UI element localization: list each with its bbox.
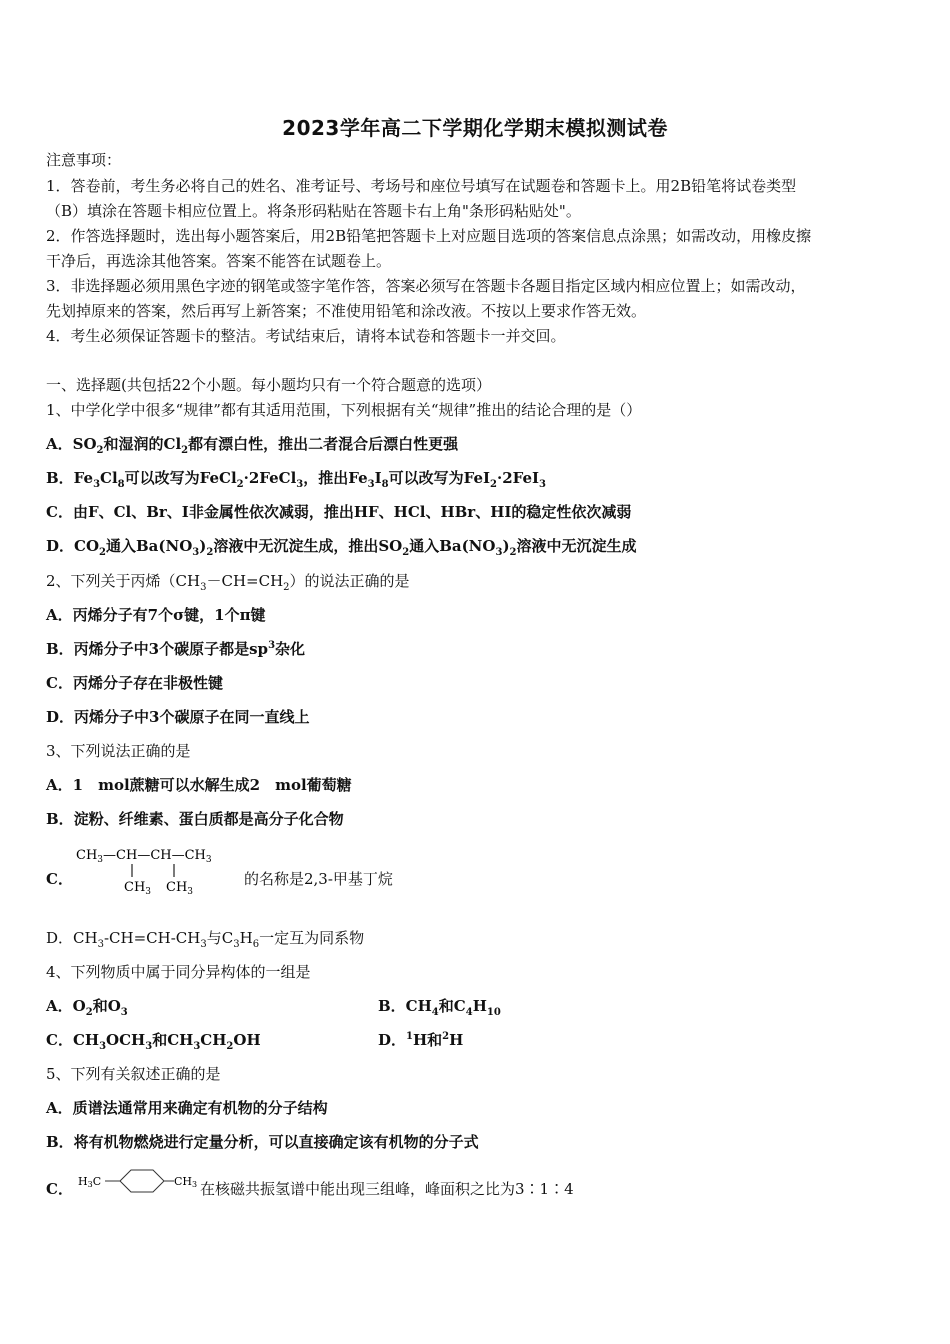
- branch-methyl-1: $CH_3$: [124, 880, 152, 896]
- question-5-option-a: A．质谱法通常用来确定有机物的分子结构: [46, 1099, 328, 1117]
- question-1-option-c: C．由F、Cl、Br、I非金属性依次减弱，推出HF、HCl、HBr、HI的稳定性依次减弱: [46, 503, 632, 521]
- formula-left-methyl: H3C: [78, 1175, 102, 1189]
- question-2-stem: 2、下列关于丙烯$(CH_3-CH=CH_2)$的说法正确的是: [46, 572, 410, 593]
- question-2-option-c: C．丙烯分子存在非极性键: [46, 674, 223, 692]
- notice-line: 4．考生必须保证答题卡的整洁。考试结束后，请将本试卷和答题卡一并交回。: [46, 327, 566, 345]
- question-5-stem: 5、下列有关叙述正确的是: [46, 1065, 221, 1083]
- question-3-stem: 3、下列说法正确的是: [46, 742, 191, 760]
- notice-line: （B）填涂在答题卡相应位置上。将条形码粘贴在答题卡右上角"条形码粘贴处"。: [46, 202, 581, 220]
- cyclohexane-ring: [120, 1170, 164, 1192]
- question-3-option-b: B．淀粉、纤维素、蛋白质都是高分子化合物: [46, 810, 344, 828]
- question-3-option-c-text: 的名称是2,3-甲基丁烷: [244, 870, 393, 888]
- section-heading: 一、选择题(共包括22个小题。每小题均只有一个符合题意的选项）: [46, 376, 491, 394]
- question-4-option-d: D．$^1$H和$^2$H: [378, 1031, 464, 1049]
- notice-line: 先划掉原来的答案，然后再写上新答案；不准使用铅笔和涂改液。不按以上要求作答无效。: [46, 302, 647, 320]
- question-4-option-a: A．$O_2$和$O_3$: [46, 997, 128, 1018]
- question-2-option-a: A．丙烯分子有7个σ键，1个π键: [46, 606, 266, 624]
- question-2-option-b: B．丙烯分子中3个碳原子都是$sp^3$杂化: [46, 640, 306, 658]
- branch-methyl-2: $CH_3$: [166, 880, 194, 896]
- notice-line: 1．答卷前，考生务必将自己的姓名、准考证号、考场号和座位号填写在试题卷和答题卡上。用2B铅笔将试卷类型: [46, 177, 797, 195]
- question-1-option-d: D．$CO_2$通入$Ba(NO_3)_2$溶液中无沉淀生成，推出$SO_2$通入$Ba(NO_3)_2$溶液中无沉淀生成: [46, 537, 637, 558]
- notice-line: 干净后，再选涂其他答案。答案不能答在试题卷上。: [46, 252, 392, 270]
- question-5-option-c-text: 在核磁共振氢谱中能出现三组峰，峰面积之比为3∶1∶4: [200, 1180, 574, 1198]
- question-5-option-c-label: C．: [46, 1180, 73, 1198]
- question-4-stem: 4、下列物质中属于同分异构体的一组是: [46, 963, 311, 981]
- question-1-option-b: B．$Fe_3Cl_8$可以改写为FeCl$_2$·2FeCl$_3$，推出$Fe_3I_8$可以改写为FeI$_2$·2FeI$_3$: [46, 469, 546, 490]
- formula-right-methyl: CH3: [174, 1175, 198, 1189]
- page-title: 2023学年高二下学期化学期末模拟测试卷: [282, 116, 668, 140]
- question-4-option-c: C．$CH_3OCH_3$和$CH_3CH_2OH$: [46, 1031, 261, 1052]
- question-1-stem: 1、中学化学中很多“规律”都有其适用范围，下列根据有关“规律”推出的结论合理的是（）: [46, 401, 642, 419]
- notice-line: 2．作答选择题时，选出每小题答案后，用2B铅笔把答题卡上对应题目选项的答案信息点涂黑；如需改动，用橡皮擦: [46, 227, 812, 245]
- structural-formula-dimethylcyclohexane: [78, 1166, 200, 1200]
- question-5-option-b: B．将有机物燃烧进行定量分析，可以直接确定该有机物的分子式: [46, 1133, 479, 1151]
- formula-main-chain: $CH_3—CH—CH—CH_3$: [76, 848, 212, 865]
- question-1-option-a: A．$SO_2$和湿润的$Cl_2$都有漂白性，推出二者混合后漂白性更强: [46, 435, 459, 456]
- question-3-option-c-label: C．: [46, 870, 73, 888]
- question-3-option-d: D．$CH_3-CH=CH-CH_3$与$C_3H_6$一定互为同系物: [46, 929, 365, 950]
- notice-heading: 注意事项：: [46, 151, 122, 169]
- question-2-option-d: D．丙烯分子中3个碳原子在同一直线上: [46, 708, 310, 726]
- structural-formula-2-3-dimethylbutane: [74, 842, 244, 896]
- question-4-option-b: B．$CH_4$和$C_4H_{10}$: [378, 997, 501, 1018]
- question-3-option-a: A．1 mol蔗糖可以水解生成2 mol葡萄糖: [46, 776, 352, 794]
- notice-line: 3．非选择题必须用黑色字迹的钢笔或签字笔作答，答案必须写在答题卡各题目指定区域内相应位置上；如需改动，: [46, 277, 806, 295]
